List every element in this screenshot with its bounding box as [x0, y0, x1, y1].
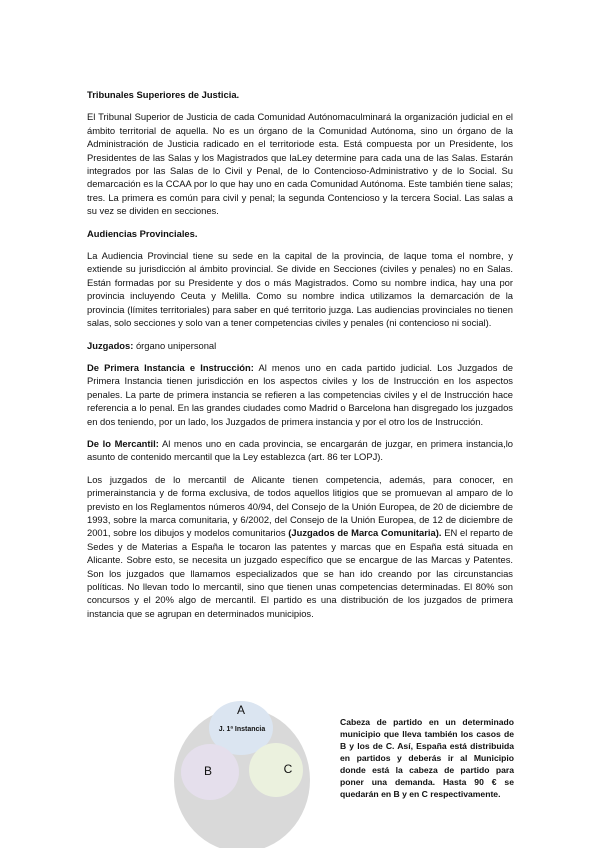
paragraph-primera-instancia	[87, 361, 513, 428]
label-a-sub: J. 1ª Instancia	[218, 726, 266, 733]
primera-instancia-text: Al menos uno en cada partido judicial. Los Juzgados de Primera Instancia tienen jurisdicción en los aspectos civiles y los de Instrucción en los aspectos penales. La parte de primera instancia se refieren a las competencias civiles y el de Instrucción hace referencia a lo penal. En las grandes ciudades como Madrid o Barcelona han disgregado los juzgados en dos teniendo, por un lado, los Juzgados de primera instancia y por el otro los de Instrucción.	[87, 361, 513, 427]
paragraph-audiencias: La Audiencia Provincial tiene su sede en la capital de la provincia, de laque toma el nombre, y extiende su jurisdicción al ámbito provincial. Se divide en Secciones (civiles y penales) no en Salas. Están formadas por su Presidente y dos o más Magistrados. Como su nombre indica, hay una por provincia incluyendo Ceuta y Melilla. Como su nombre indica utilizamos la demarcación de la provincia (límites territoriales) para saber en qué territorio juzga. Las audiencias provinciales no tienen salas, solo secciones y solo van a tener competencias civiles y penales (ni contencioso ni social).	[87, 250, 513, 329]
label-a: A	[236, 703, 245, 717]
alicante-text-2: EN el reparto de Sedes y de Materias a España le tocaron las patentes y marcas que en España está situada en Alicante. Sobre esto, se necesita un juzgado específico que se encargue de las Marcas y Patentes. Son los juzgados que llamamos especializados que se han ido creando por las circunstancias políticas. No llevan todo lo mercantil, sino que tienen unas competencias determinadas. El 80% son concursos y el 20% algo de mercantil. El partido es una distribución de los juzgados de primera instancia que se agrupan en determinados municipios.	[87, 527, 514, 619]
heading-audiencias: Audiencias Provinciales.	[87, 227, 198, 239]
heading-juzgados: Juzgados:	[87, 339, 134, 351]
alicante-text-1: Los juzgados de lo mercantil de Alicante tienen competencia, además, para conocer, en primerainstancia y de forma exclusiva, de todos aquellos litigios que se promuevan al amparo de lo previsto en los Reglamentos números 40/94, del Consejo de la Unión Europea, de 20 de diciembre de 1993, sobre la marca comunitaria, y 6/2002, del Consejo de la Unión Europea, de 12 de diciembre de 2001, sobre los dibujos y modelos comunitarios	[87, 473, 513, 539]
paragraph-alicante	[87, 473, 513, 620]
paragraph-mercantil	[87, 437, 513, 464]
label-b: B	[203, 764, 212, 778]
label-c: C	[283, 762, 293, 776]
mercantil-text: Al menos uno en cada provincia, se encargarán de juzgar, en primera instancia,lo asunto de contenido mercantil que la Ley establezca (art. 86 ter LOPJ).	[87, 437, 513, 463]
heading-primera-instancia: De Primera Instancia e Instrucción:	[87, 361, 254, 373]
paragraph-tsj: El Tribunal Superior de Justicia de cada Comunidad Autónomaculminará la organización judicial en el ámbito territorial de aquella. No es un órgano de la Comunidad Autónoma, sino un órgano de la Administración de Justicia radicado en el territoriode esta. Está compuesta por un Presidente, los Presidentes de las Salas y los Magistrados que laLey determine para cada una de las Salas. Estarán integrados por las Salas de lo Civil y Penal, de lo Contencioso-Administrativo y de lo Social. Su demarcación es la CCAA por lo que hay uno en cada Comunidad Autónoma. Este también tiene salas; tres. La primera es común para civil y penal; la segunda Contencioso y la tercera Social. Las salas a su vez se dividen en secciones.	[87, 111, 513, 217]
partido-judicial-diagram	[172, 696, 312, 848]
alicante-bold: (Juzgados de Marca Comunitaria).	[288, 527, 442, 539]
juzgados-subtitle: órgano unipersonal	[133, 339, 217, 351]
document-content	[87, 88, 513, 629]
diagram-caption: Cabeza de partido en un determinado municipio que lleva también los casos de B y los de C. Así, España está distribuida en partidos y deberás ir al Municipio donde está la cabeza de partido para poner una demanda. Hasta 90 € se quedarán en B y en C respectivamente.	[340, 717, 514, 799]
heading-tsj: Tribunales Superiores de Justicia.	[87, 89, 240, 100]
juzgados-line	[87, 339, 513, 352]
heading-mercantil: De lo Mercantil:	[87, 437, 159, 449]
